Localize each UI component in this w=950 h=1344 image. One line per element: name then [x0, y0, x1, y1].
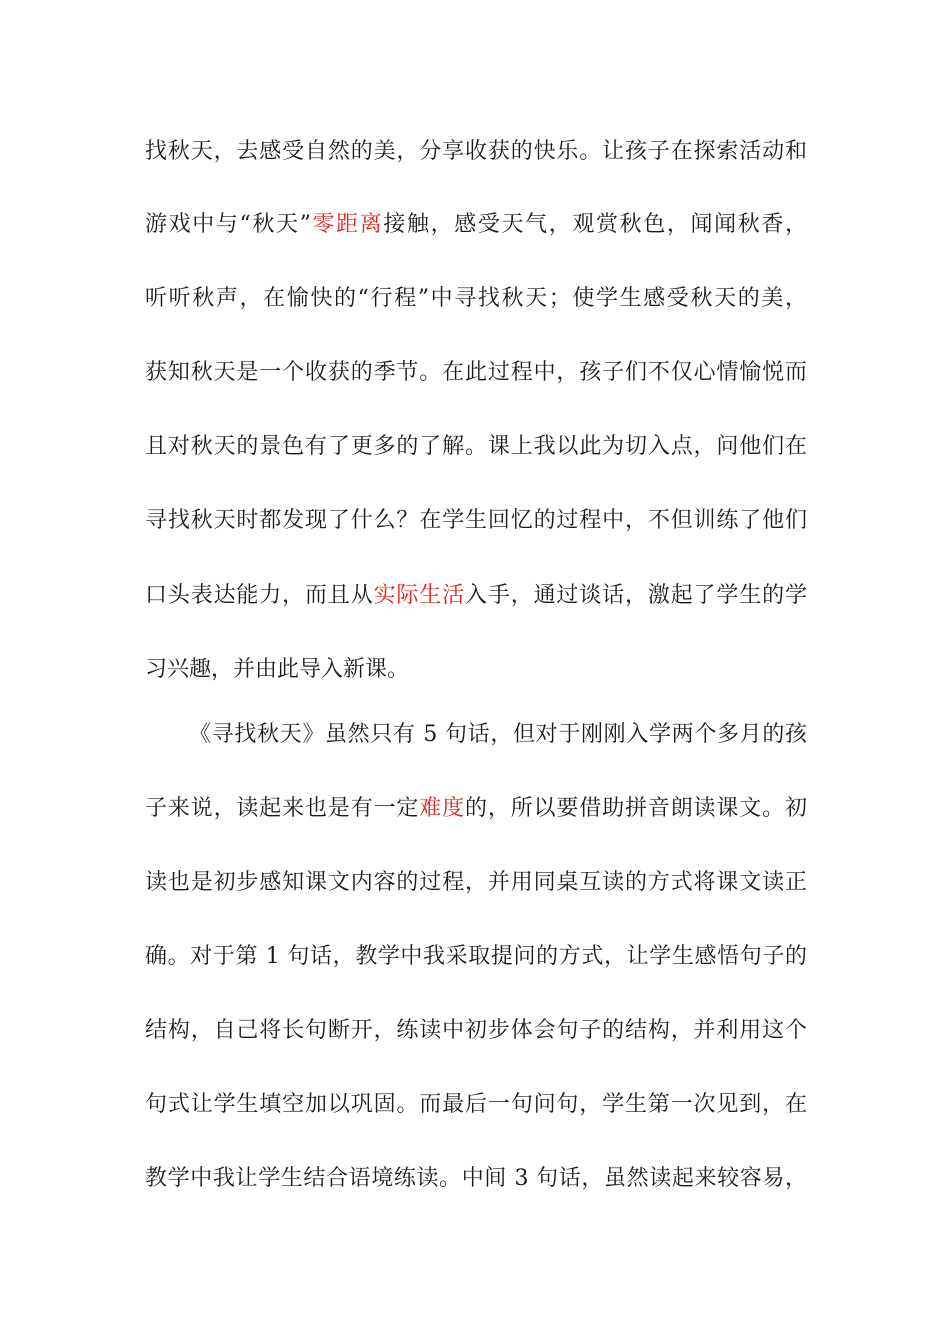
text-run: 子来说，读起来也是有一定: [145, 796, 420, 821]
text-run: 结构，自己将长句断开，练读中初步体会句子的结构，并利用这个: [145, 1018, 807, 1043]
text-run: 找秋天，去感受自然的美，分享收获的快乐。让孩子在探索活动和: [145, 139, 807, 164]
text-run: 《寻找秋天》虽然只有 5 句话，但对于刚刚入学两个多月的孩: [189, 722, 807, 747]
text-run: 口头表达能力，而且从: [145, 583, 374, 608]
paragraph-1-line-5: [145, 427, 807, 467]
paragraph-2-line-1: [189, 715, 807, 755]
text-run: 的，所以要借助拼音朗读课文。初: [465, 796, 807, 821]
text-run: 习兴趣，并由此导入新课。: [145, 657, 410, 682]
paragraph-2-line-6: [145, 1085, 807, 1125]
paragraph-2-line-4: [145, 937, 807, 977]
paragraph-2-line-7: [145, 1159, 807, 1199]
paragraph-1-line-1: [145, 132, 807, 172]
paragraph-1-line-2: [145, 205, 807, 245]
text-run: 读也是初步感知课文内容的过程，并用同桌互读的方式将课文读正: [145, 870, 807, 895]
text-run: 句式让学生填空加以巩固。而最后一句问句，学生第一次见到，在: [145, 1092, 807, 1117]
highlighted-term: 难度: [419, 796, 465, 821]
text-run: 且对秋天的景色有了更多的了解。课上我以此为切入点，问他们在: [145, 434, 807, 459]
paragraph-2-line-2: [145, 789, 807, 829]
paragraph-1-line-8: [145, 650, 807, 690]
text-run: 教学中我让学生结合语境练读。中间 3 句话，虽然读起来较容易，: [145, 1166, 807, 1191]
text-run: 入手，通过谈话，激起了学生的学: [465, 583, 807, 608]
paragraph-1-line-3: [145, 279, 807, 319]
text-run: 确。对于第 1 句话，教学中我采取提问的方式，让学生感悟句子的: [145, 944, 807, 969]
text-run: 接触，感受天气，观赏秋色，闻闻秋香，: [383, 212, 807, 237]
paragraph-1-line-7: [145, 576, 807, 616]
text-run: 获知秋天是一个收获的季节。在此过程中，孩子们不仅心情愉悦而: [145, 360, 807, 385]
paragraph-2-line-3: [145, 863, 807, 903]
highlighted-term: 零距离: [310, 212, 384, 237]
paragraph-2-line-5: [145, 1011, 807, 1051]
paragraph-1-line-4: [145, 353, 807, 393]
text-run: 听听秋声，在愉快的“行程”中寻找秋天；使学生感受秋天的美，: [145, 286, 807, 311]
highlighted-term: 实际生活: [373, 583, 465, 608]
text-run: 游戏中与“秋天”: [145, 212, 311, 237]
paragraph-1-line-6: [145, 501, 807, 541]
text-run: 寻找秋天时都发现了什么？在学生回忆的过程中，不但训练了他们: [145, 508, 807, 533]
